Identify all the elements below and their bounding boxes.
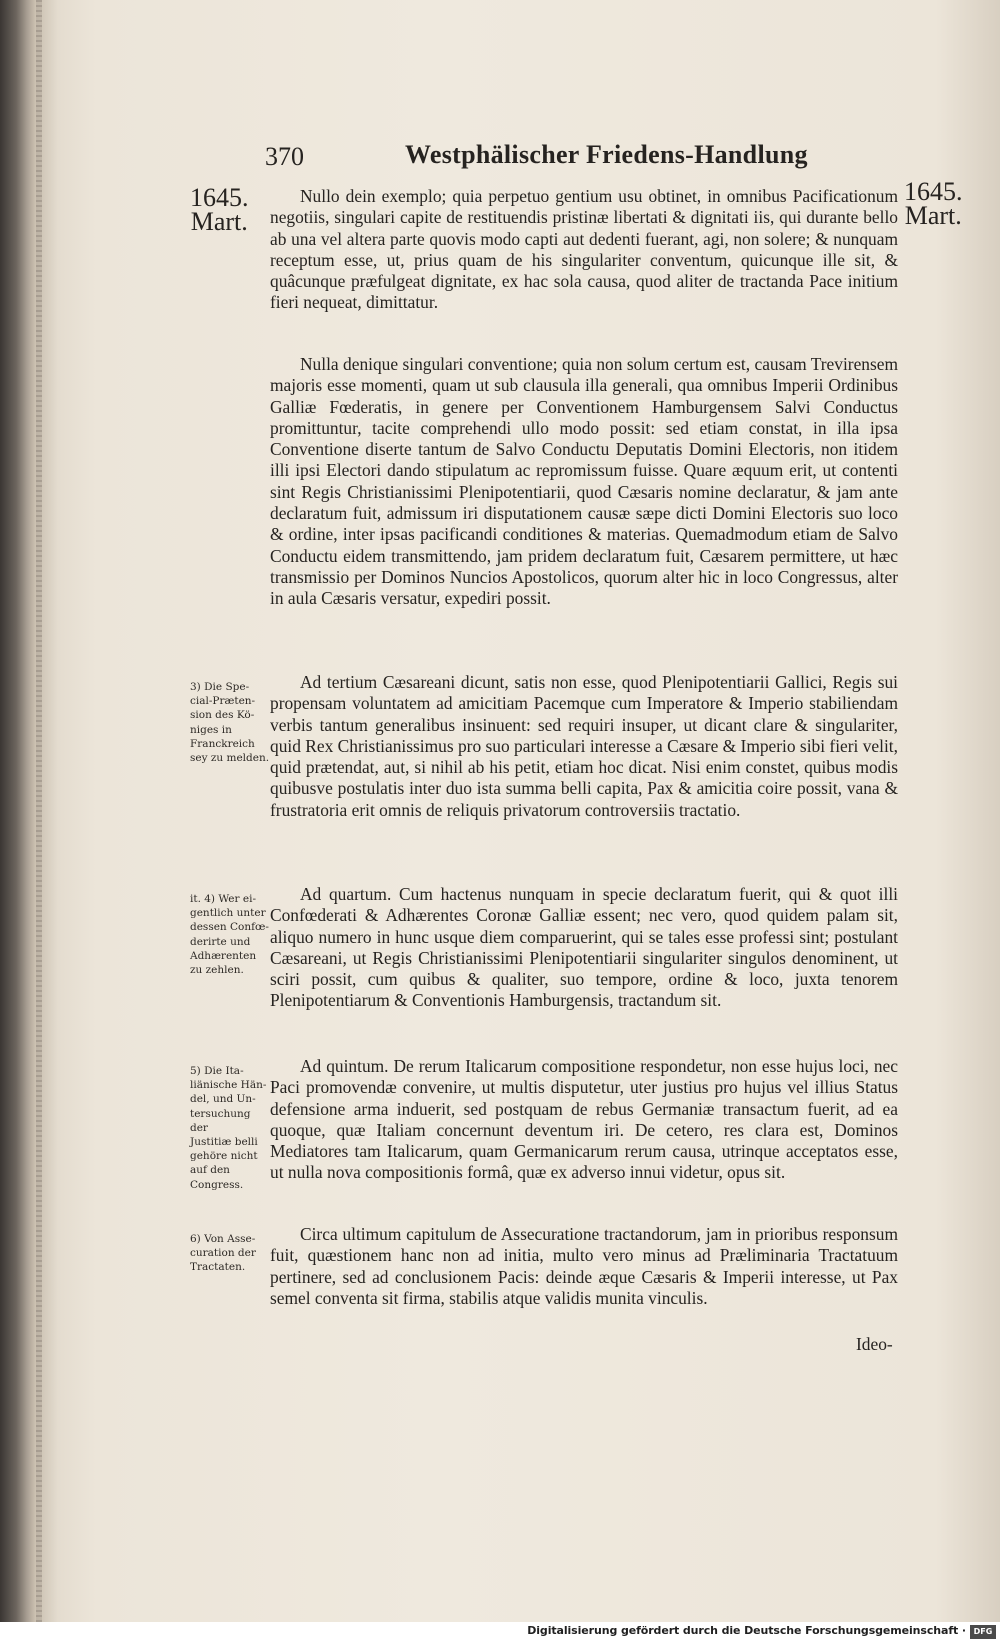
- paragraph-1: Nullo dein exemplo; quia perpetuo gentium usu obtinet, in omnibus Pacificationum negotiis, singulari capite de restituendis pristinæ libertati & dignitati iis, qui durante bello ab una vel altera parte quovis modo capti aut dedenti fuerant, agi, non solere; & nunquam receptum esse, ut, prius quam de his singulariter conventum, quicunque ille sit, & quâcunque præfulgeat dignitate, ex hac sola causa, quod aliter de tractanda Pace initium fieri nequeat, dimittatur.: [270, 186, 898, 313]
- date-month-left: Mart.: [190, 207, 248, 236]
- margin-note-4: it. 4) Wer ei- gentlich unter dessen Confœ- derirte und Adhærenten zu zehlen.: [190, 893, 269, 977]
- date-margin-right: [904, 177, 963, 230]
- book-spine: [0, 0, 36, 1644]
- date-margin-left: [190, 183, 249, 236]
- dfg-logo: DFG: [970, 1625, 996, 1639]
- margin-note-3: 3) Die Spe- cial-Præten- sion des Kö- niges in Franckreich sey zu melden.: [190, 681, 270, 765]
- paragraph-2: Nulla denique singulari conventione; quia non solum certum est, causam Trevirensem majoris esse momenti, quam ut sub clausula illa generali, qua omnibus Imperii Ordinibus Galliæ Fœderatis, in genere per Conventionem Hamburgensem Salvi Conductus promittuntur, tacite comprehendi ullo modo possit: sed etiam constat, in illa ipsa Conventione diserte tantum de Salvo Conductu Deputatis Domini Electoris, non itidem illi ipsi Electori dando stipulatum ac repromissum fuisse. Quare æquum erit, ut contenti sint Regis Christianissimi Plenipotentiarii, quod Cæsaris nomine declaratur, & jam ante declaratum fuit, admissum iri disputationem causæ sæpe dicti Domini Electoris suo loco & ordine, inter ipsas pacificandi conditiones & materias. Quemadmodum etiam de Salvo Conductu eidem transmittendo, jam pridem declaratum fuit, Cæsarem permittere, ut hæc transmissio per Dominos Nuncios Apostolicos, quorum alter hic in loco Congressus, alter in aula Cæsaris versatur, expediri possit.: [270, 354, 898, 609]
- margin-note-5: 5) Die Ita- liänische Hän- del, und Un- tersuchung der Justitiæ belli gehöre nicht auf den Congress.: [190, 1065, 267, 1191]
- margin-note-6: 6) Von Asse- curation der Tractaten.: [190, 1233, 256, 1274]
- date-month-right: Mart.: [904, 201, 962, 230]
- catchword: Ideo-: [856, 1334, 893, 1354]
- paragraph-6: Circa ultimum capitulum de Assecuratione tractandorum, jam in prioribus responsum fuit, quæstionem hanc non ad initia, multo vero minus ad Præliminaria Tractatuum pertinere, sed ad conclusionem Pacis: deinde æque Cæsaris & Imperii interesse, ut Pax semel conventa sit firma, stabilis atque validis munita vinculis.: [270, 1224, 898, 1308]
- date-year-left: 1645.: [190, 183, 249, 212]
- footer-credit: Digitalisierung gefördert durch die Deutsche Forschungsgemeinschaft ·: [527, 1624, 966, 1637]
- running-head: Westphälischer Friedens-Handlung: [405, 140, 808, 169]
- page-number: 370: [265, 142, 304, 171]
- date-year-right: 1645.: [904, 177, 963, 206]
- paragraph-5: Ad quintum. De rerum Italicarum compositione respondetur, non esse hujus loci, nec Paci promovendæ convenire, ut multis disputetur, uter justius pro hujus vel illius Status defensione arma induerit, sed postquam de rebus Germaniæ transactum fuerit, ad ea quoque, quæ Italiam concernunt deventum iri. De cetero, res clara est, Dominos Mediatores tam Italicarum, quam Germanicarum rerum causa, utrinque acceptatos esse, ut nulla nova compositionis formâ, quæ ex adverso innui videtur, opus sit.: [270, 1056, 898, 1183]
- page-edge: [36, 0, 42, 1622]
- paragraph-4: Ad quartum. Cum hactenus nunquam in specie declaratum fuerit, qui & quot illi Confœderati & Adhærentes Coronæ Galliæ essent; nec vero, quod quidem palam sit, aliquo numero in hunc usque diem comparuerint, qui se tales esse professi sint; postulant Cæsareani, ut Regis Christianissimi Plenipotentiarii singulariter singulos denominent, ut sciri possit, cum quibus & qualiter, suo tempore, ordine & loco, juxta tenorem Plenipotentiarum & Conventionis Hamburgensis, tractandum sit.: [270, 884, 898, 1011]
- paragraph-3: Ad tertium Cæsareani dicunt, satis non esse, quod Plenipotentiarii Gallici, Regis sui propensam voluntatem ad amicitiam Pacemque cum Imperatore & Imperio stabiliendam verbis tantum generalibus insinuent: sed requiri insuper, ut dicant clare & singulariter, quid Rex Christianissimus pro suo particulari interesse a Cæsare & Imperio sibi fieri velit, quid prætendat, aut, si nihil ab his petit, etiam hoc dicat. Nisi enim constet, quibus modis quibusve postulatis inter duo ista summa belli capita, Pax & amicitia coire possit, vana & frustratoria erit omnis de reliquis privatorum controversiis tractatio.: [270, 672, 898, 820]
